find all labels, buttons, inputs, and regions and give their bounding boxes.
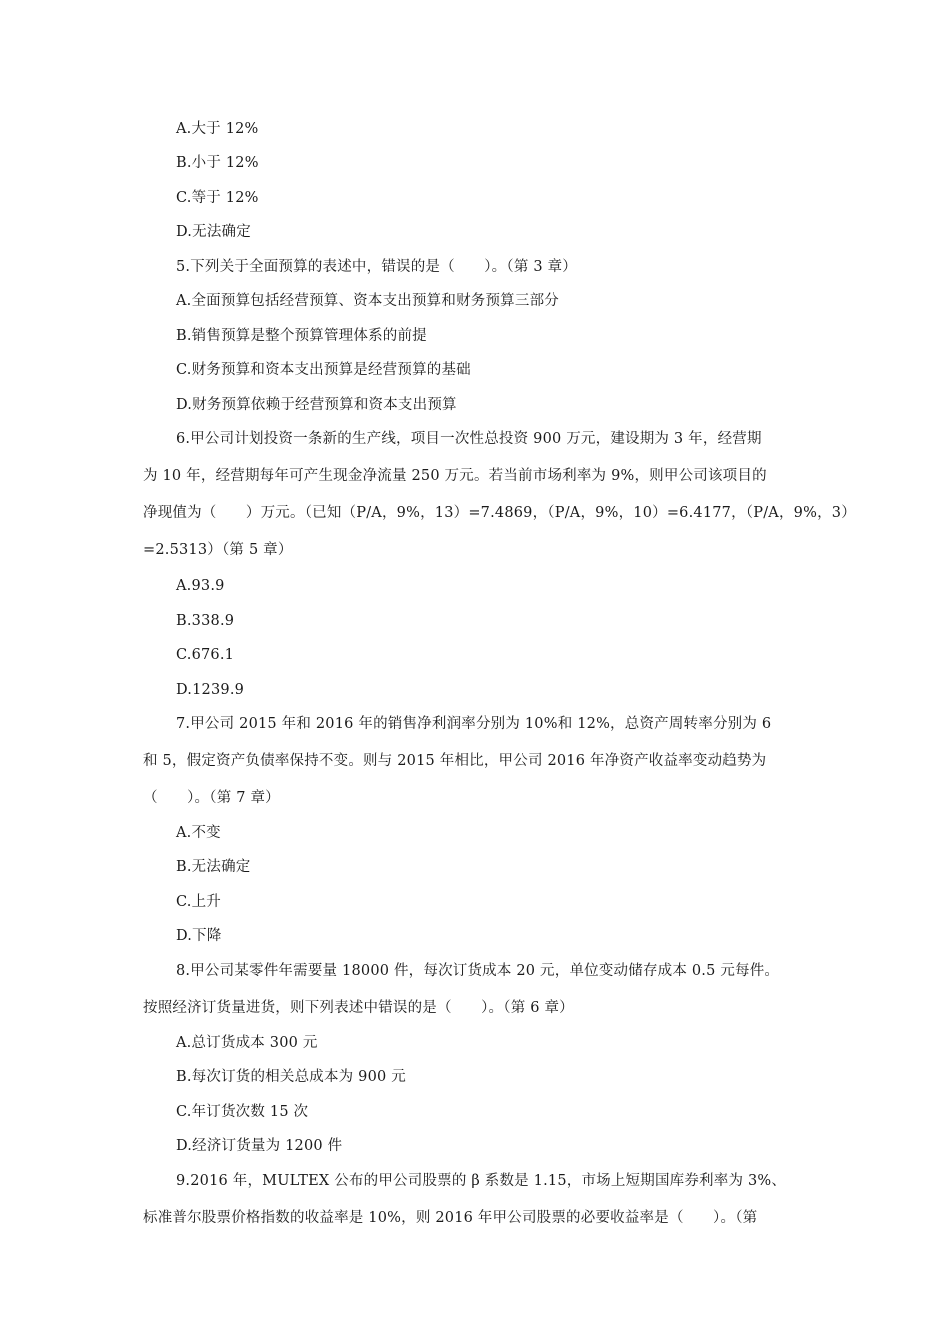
question-5: 5.下列关于全面预算的表述中，错误的是（ ）。（第 3 章） bbox=[176, 259, 577, 275]
question-6-line-2: 为 10 年，经营期每年可产生现金净流量 250 万元。若当前市场利率为 9%，则甲公司该项目的 bbox=[143, 468, 767, 484]
option-d-q4: D.无法确定 bbox=[176, 224, 251, 240]
option-c-q4: C.等于 12% bbox=[176, 190, 259, 206]
option-c-q6: C.676.1 bbox=[176, 647, 235, 663]
question-6-line-3: 净现值为（ ）万元。（已知（P/A，9%，13）=7.4869，（P/A，9%，10）=6.4177，（P/A，9%，3） bbox=[143, 505, 856, 521]
option-a-q8: A.总订货成本 300 元 bbox=[176, 1035, 318, 1051]
question-6-line-4: =2.5313）（第 5 章） bbox=[143, 542, 293, 558]
option-c-q7: C.上升 bbox=[176, 894, 221, 910]
option-a-q4: A.大于 12% bbox=[176, 121, 259, 137]
option-d-q7: D.下降 bbox=[176, 928, 222, 944]
option-a-q6: A.93.9 bbox=[176, 578, 225, 594]
question-8: 8.甲公司某零件年需要量 18000 件，每次订货成本 20 元，单位变动储存成本 0.5 元每件。 bbox=[176, 963, 780, 979]
question-8-line-2: 按照经济订货量进货，则下列表述中错误的是（ ）。（第 6 章） bbox=[143, 1000, 574, 1016]
question-9: 9.2016 年，MULTEX 公布的甲公司股票的 β 系数是 1.15，市场上短期国库券利率为 3%、 bbox=[176, 1173, 787, 1189]
option-b-q8: B.每次订货的相关总成本为 900 元 bbox=[176, 1069, 406, 1085]
option-c-q8: C.年订货次数 15 次 bbox=[176, 1104, 309, 1120]
question-7-line-2: 和 5，假定资产负债率保持不变。则与 2015 年相比，甲公司 2016 年净资产收益率变动趋势为 bbox=[143, 753, 767, 769]
question-7: 7.甲公司 2015 年和 2016 年的销售净利润率分别为 10%和 12%，总资产周转率分别为 6 bbox=[176, 716, 772, 732]
option-a-q5: A.全面预算包括经营预算、资本支出预算和财务预算三部分 bbox=[176, 293, 559, 309]
option-b-q7: B.无法确定 bbox=[176, 859, 251, 875]
question-7-line-3: （ ）。（第 7 章） bbox=[143, 790, 280, 806]
option-b-q5: B.销售预算是整个预算管理体系的前提 bbox=[176, 328, 427, 344]
option-c-q5: C.财务预算和资本支出预算是经营预算的基础 bbox=[176, 362, 471, 378]
option-b-q6: B.338.9 bbox=[176, 613, 235, 629]
option-d-q8: D.经济订货量为 1200 件 bbox=[176, 1138, 343, 1154]
question-6: 6.甲公司计划投资一条新的生产线，项目一次性总投资 900 万元，建设期为 3 年，经营期 bbox=[176, 431, 762, 447]
option-b-q4: B.小于 12% bbox=[176, 155, 259, 171]
option-a-q7: A.不变 bbox=[176, 825, 221, 841]
option-d-q5: D.财务预算依赖于经营预算和资本支出预算 bbox=[176, 397, 457, 413]
option-d-q6: D.1239.9 bbox=[176, 682, 245, 698]
question-9-line-2: 标准普尔股票价格指数的收益率是 10%，则 2016 年甲公司股票的必要收益率是（ ）。（第 bbox=[143, 1210, 758, 1226]
